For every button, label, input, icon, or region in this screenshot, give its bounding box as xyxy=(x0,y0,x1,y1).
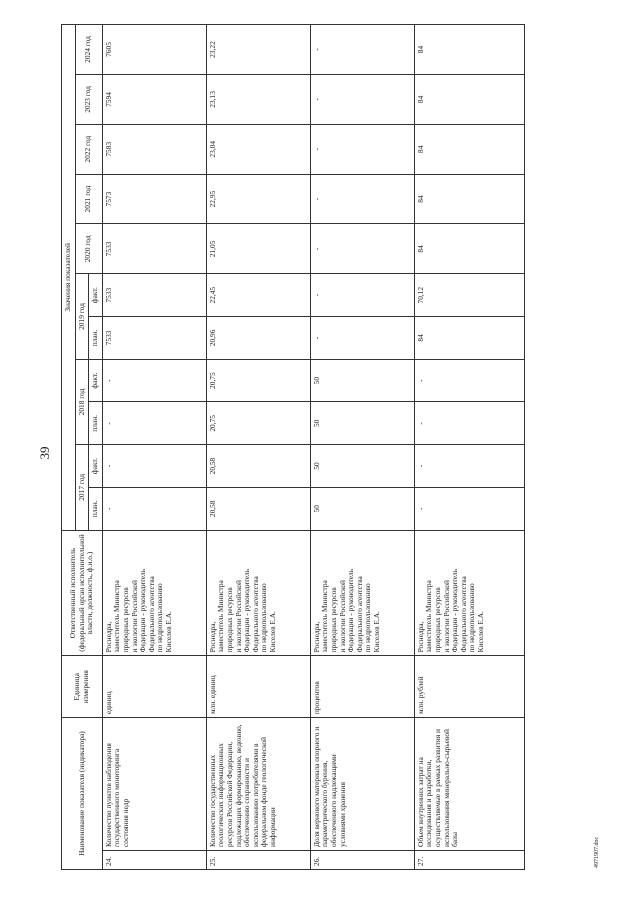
value-2018-fact: - xyxy=(102,359,206,402)
value-2019-plan: 20,96 xyxy=(206,317,310,360)
value-2017-fact: 50 xyxy=(310,445,414,488)
value-2019-fact: 22,45 xyxy=(206,274,310,317)
responsible: Роснедра, заместитель Министра природных ресурсов и экологии Российской Федерации - руководитель Федерального агентства по недропользованию Киселев Е.А. xyxy=(206,530,310,656)
table-row xyxy=(414,25,524,870)
value-2021: - xyxy=(310,174,414,224)
value-2022: - xyxy=(310,124,414,174)
header-2018-fact: факт. xyxy=(89,359,103,402)
document-filename: 4971907.doc xyxy=(594,836,600,868)
table-row xyxy=(102,25,206,870)
unit: млн. рублей xyxy=(414,656,524,718)
header-year-2021: 2021 год xyxy=(75,174,102,224)
row-number: 27. xyxy=(414,851,524,870)
value-2018-plan: - xyxy=(414,402,524,445)
value-2017-fact: 20,58 xyxy=(206,445,310,488)
value-2024: 7605 xyxy=(102,25,206,75)
header-year-2022: 2022 год xyxy=(75,124,102,174)
header-year-2024: 2024 год xyxy=(75,25,102,75)
header-2018-plan: план. xyxy=(89,402,103,445)
header-values-group: Значения показателей xyxy=(62,25,76,531)
page-number: 39 xyxy=(37,446,52,460)
header-year-2020: 2020 год xyxy=(75,224,102,274)
indicator-table-wrapper xyxy=(61,24,574,870)
header-2017-plan: план. xyxy=(89,487,103,530)
value-2017-plan: 20,58 xyxy=(206,487,310,530)
value-2019-plan: 7533 xyxy=(102,317,206,360)
unit: процентов xyxy=(310,656,414,718)
value-2022: 84 xyxy=(414,124,524,174)
value-2021: 84 xyxy=(414,174,524,224)
value-2019-plan: 84 xyxy=(414,317,524,360)
value-2023: 7594 xyxy=(102,75,206,125)
value-2022: 7583 xyxy=(102,124,206,174)
value-2020: 84 xyxy=(414,224,524,274)
value-2017-fact: - xyxy=(414,445,524,488)
table-row xyxy=(206,25,310,870)
header-name: Наименование показателя (индикатора) xyxy=(62,718,103,870)
unit: единиц xyxy=(102,656,206,718)
header-2019-plan: план. xyxy=(89,317,103,360)
value-2022: 23,04 xyxy=(206,124,310,174)
value-2020: - xyxy=(310,224,414,274)
header-2019-fact: факт. xyxy=(89,274,103,317)
responsible: Роснедра, заместитель Министра природных ресурсов и экологии Российской Федерации - руководитель Федерального агентства по недропользованию Киселев Е.А. xyxy=(102,530,206,656)
row-number: 24. xyxy=(102,851,206,870)
value-2019-plan: - xyxy=(310,317,414,360)
value-2019-fact: 70,12 xyxy=(414,274,524,317)
indicator-table xyxy=(61,24,525,870)
row-number: 25. xyxy=(206,851,310,870)
value-2019-fact: - xyxy=(310,274,414,317)
header-year-2019: 2019 год xyxy=(75,274,89,359)
indicator-name: Доля вернового материала опорного и параметрического бурения, обеспеченного надлежащими условиями хранения xyxy=(310,718,414,851)
value-2018-fact: 20,75 xyxy=(206,359,310,402)
value-2021: 22,95 xyxy=(206,174,310,224)
value-2023: 84 xyxy=(414,75,524,125)
value-2017-plan: - xyxy=(102,487,206,530)
header-row-1 xyxy=(62,25,76,870)
table-row xyxy=(310,25,414,870)
indicator-name: Объем внутренних затрат на исследования и разработки, осуществляемые в рамках развития и использования минерально-сырьевой базы xyxy=(414,718,524,851)
value-2020: 7533 xyxy=(102,224,206,274)
indicator-name: Количество пунктов наблюдения государственного мониторинга состояния недр xyxy=(102,718,206,851)
header-year-2017: 2017 год xyxy=(75,445,89,530)
value-2024: - xyxy=(310,25,414,75)
value-2023: - xyxy=(310,75,414,125)
value-2023: 23,13 xyxy=(206,75,310,125)
value-2018-plan: 20,75 xyxy=(206,402,310,445)
unit: млн. единиц xyxy=(206,656,310,718)
value-2018-fact: - xyxy=(414,359,524,402)
header-2017-fact: факт. xyxy=(89,445,103,488)
indicator-name: Количество государственных геологических информационных ресурсов Российской Федерации, подлежащих формированию, ведению, обеспечению сохранности и использованию потребителями в федеральном фонде геологической информации xyxy=(206,718,310,851)
header-responsible: Ответственный исполнитель (федеральный орган исполнительной власти, должность, ф.и.о.) xyxy=(62,530,103,656)
value-2024: 23,22 xyxy=(206,25,310,75)
value-2018-plan: - xyxy=(102,402,206,445)
value-2018-fact: 50 xyxy=(310,359,414,402)
row-number: 26. xyxy=(310,851,414,870)
value-2020: 21,05 xyxy=(206,224,310,274)
value-2017-plan: - xyxy=(414,487,524,530)
value-2024: 84 xyxy=(414,25,524,75)
header-year-2018: 2018 год xyxy=(75,359,89,444)
value-2017-fact: - xyxy=(102,445,206,488)
value-2018-plan: 50 xyxy=(310,402,414,445)
responsible: Роснедра, заместитель Министра природных ресурсов и экологии Российской Федерации - руководитель Федерального агентства по недропользованию Киселев Е.А. xyxy=(414,530,524,656)
header-year-2023: 2023 год xyxy=(75,75,102,125)
header-unit: Единица измерения xyxy=(62,656,103,718)
responsible: Роснедра, заместитель Министра природных ресурсов и экологии Российской Федерации - руководитель Федерального агентства по недропользованию Киселев Е.А. xyxy=(310,530,414,656)
value-2021: 7573 xyxy=(102,174,206,224)
value-2017-plan: 50 xyxy=(310,487,414,530)
value-2019-fact: 7533 xyxy=(102,274,206,317)
